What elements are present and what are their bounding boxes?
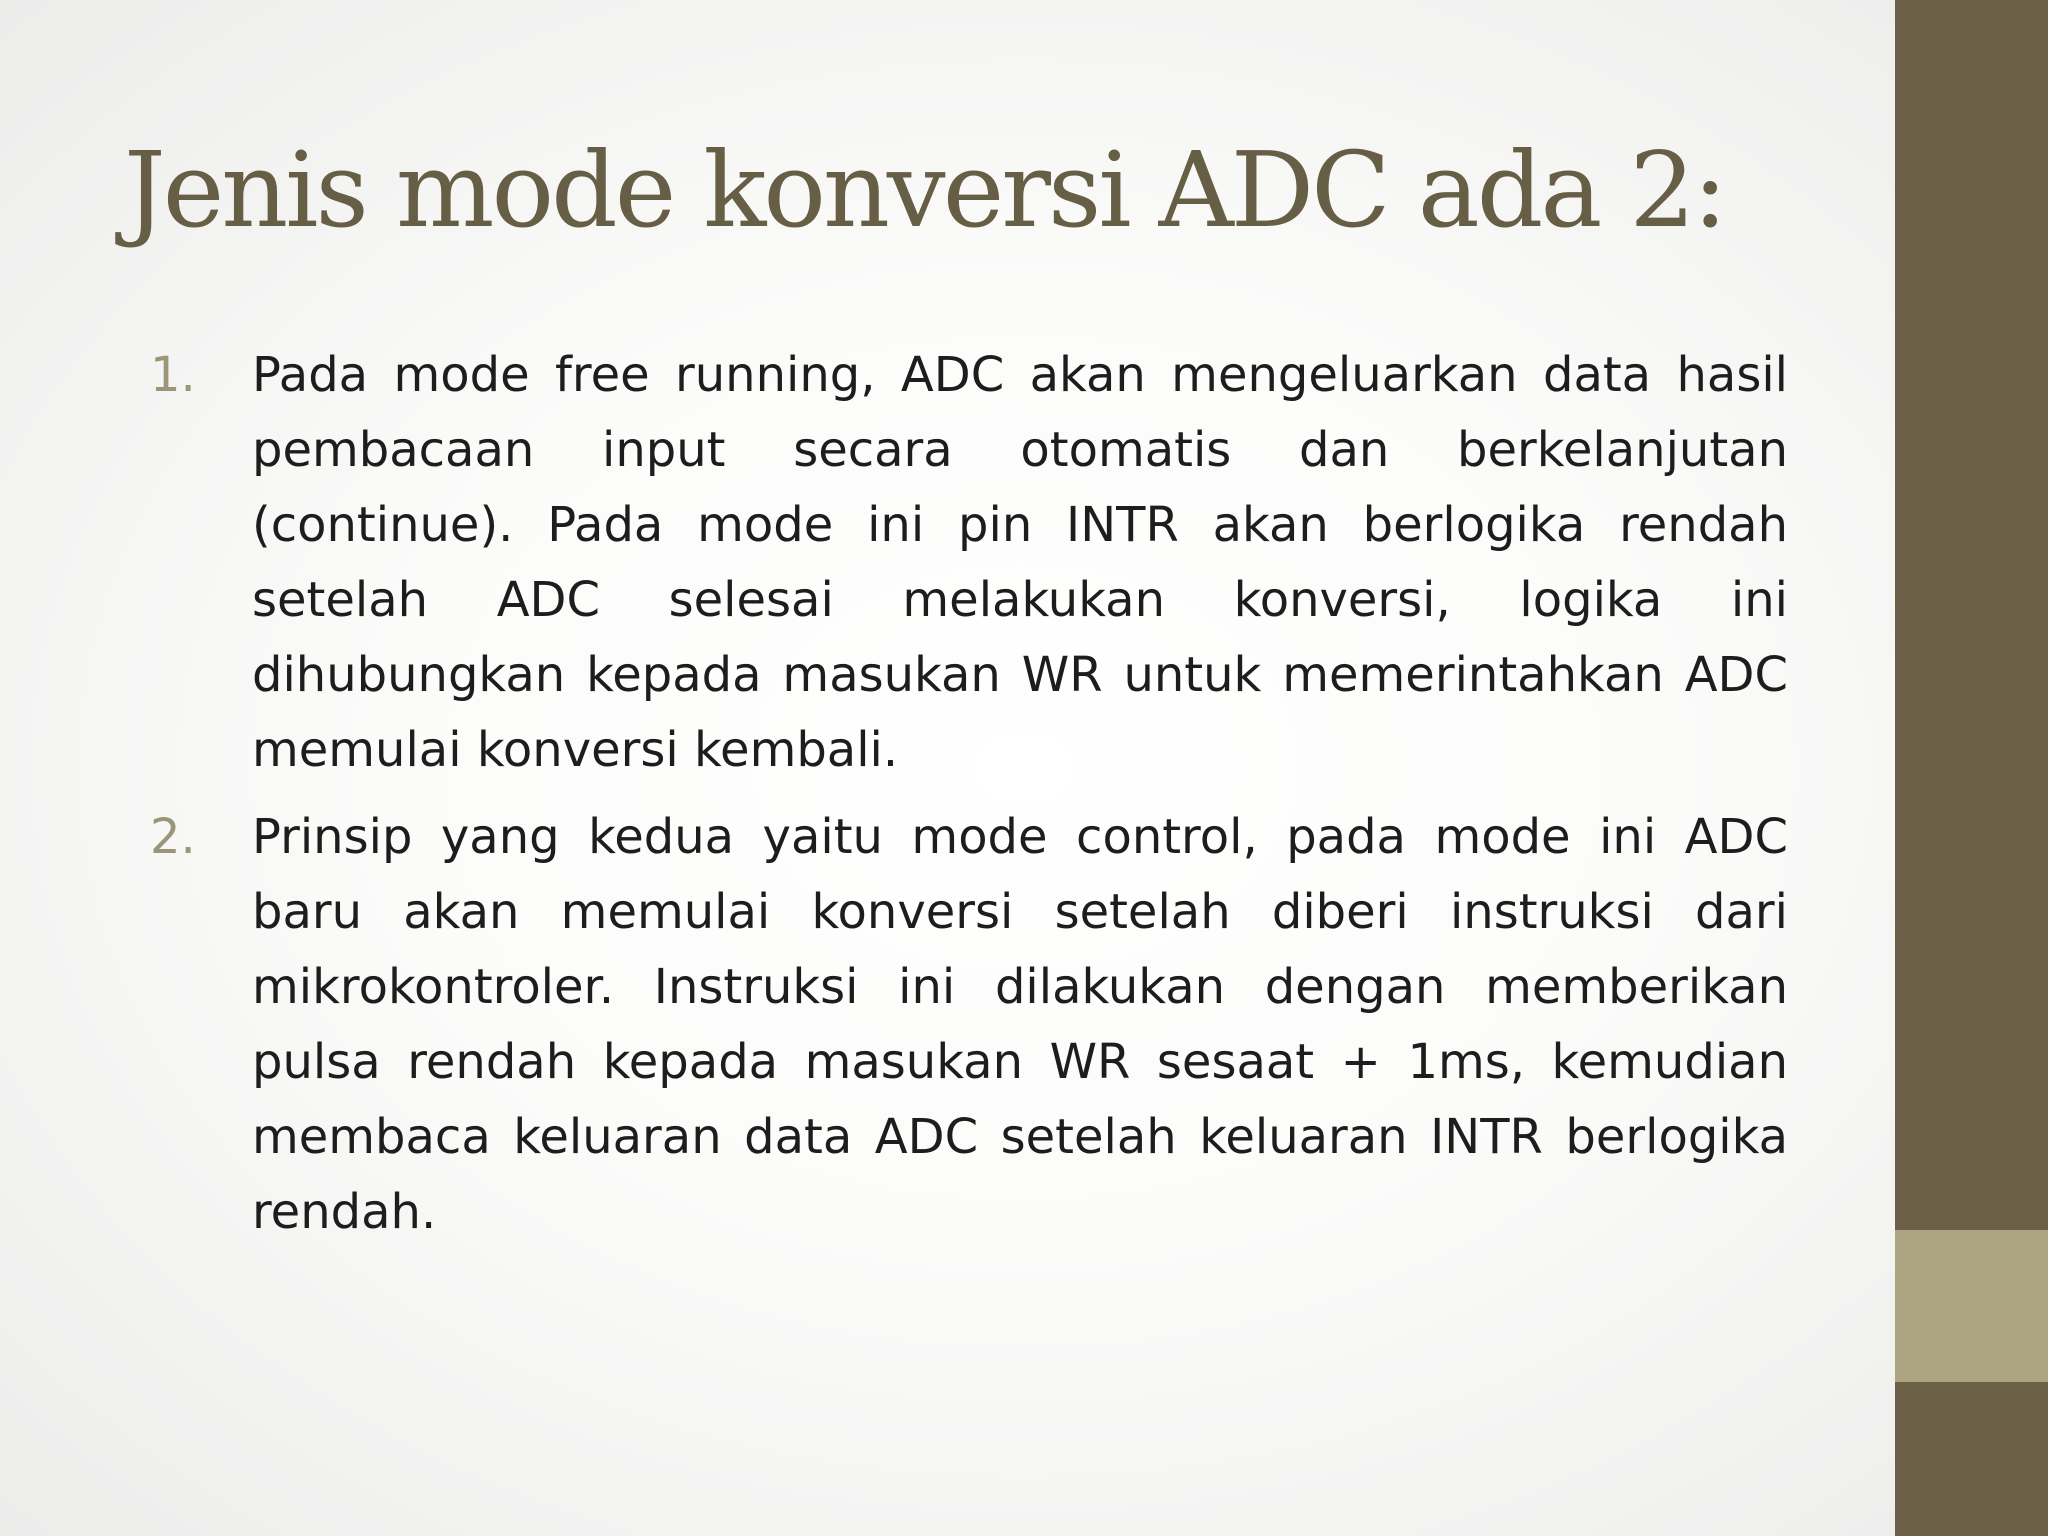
list-item-number: 1. <box>150 347 196 403</box>
list-item <box>140 338 1788 788</box>
list-item-text: Pada mode free running, ADC akan mengeluarkan data hasil pembacaan input secara otomatis dan berkelanjutan (continue). Pada mode ini pin INTR akan berlogika rendah setelah ADC selesai melakukan konversi, logika ini dihubungkan kepada masukan WR untuk memerintahkan ADC memulai konversi kembali. <box>252 347 1788 778</box>
numbered-list <box>140 338 1788 1262</box>
slide-title: Jenis mode konversi ADC ada 2: <box>124 129 1725 251</box>
list-item <box>140 800 1788 1250</box>
list-item-text: Prinsip yang kedua yaitu mode control, pada mode ini ADC baru akan memulai konversi setelah diberi instruksi dari mikrokontroler. Instruksi ini dilakukan dengan memberikan pulsa rendah kepada masukan WR sesaat + 1ms, kemudian membaca keluaran data ADC setelah keluaran INTR berlogika rendah. <box>252 809 1788 1240</box>
list-item-number: 2. <box>150 809 196 865</box>
side-bar-accent <box>1895 1230 2048 1382</box>
